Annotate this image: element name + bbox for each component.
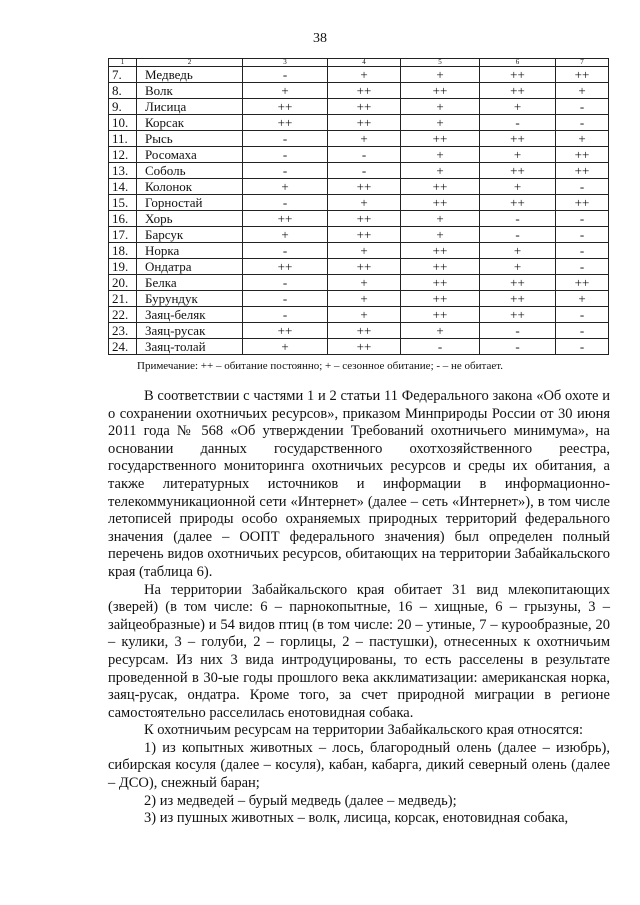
habitat-cell: ++ <box>556 195 609 211</box>
habitat-cell: + <box>401 67 480 83</box>
row-number: 20. <box>109 275 137 291</box>
habitat-cell: - <box>243 243 328 259</box>
habitat-cell: ++ <box>480 307 556 323</box>
species-name: Волк <box>137 83 243 99</box>
column-header: 1 <box>109 59 137 67</box>
habitat-cell: ++ <box>328 99 401 115</box>
paragraph: 3) из пушных животных – волк, лисица, корсак, енотовидная собака, <box>144 810 569 827</box>
habitat-cell: + <box>328 291 401 307</box>
table-row <box>109 131 609 147</box>
habitat-cell: ++ <box>480 291 556 307</box>
habitat-cell: + <box>401 163 480 179</box>
column-header: 6 <box>480 59 556 67</box>
species-name: Лисица <box>137 99 243 115</box>
habitat-cell: ++ <box>480 131 556 147</box>
habitat-cell: + <box>480 147 556 163</box>
habitat-cell: - <box>243 147 328 163</box>
table-row <box>109 115 609 131</box>
habitat-cell: ++ <box>401 275 480 291</box>
habitat-cell: - <box>556 99 609 115</box>
row-number: 22. <box>109 307 137 323</box>
habitat-cell: ++ <box>401 307 480 323</box>
species-name: Заяц-беляк <box>137 307 243 323</box>
row-number: 7. <box>109 67 137 83</box>
page-number: 38 <box>313 31 327 46</box>
habitat-cell: - <box>401 339 480 355</box>
habitat-cell: + <box>401 147 480 163</box>
table-row <box>109 147 609 163</box>
habitat-cell: - <box>480 211 556 227</box>
habitat-cell: + <box>328 131 401 147</box>
habitat-cell: ++ <box>328 83 401 99</box>
habitat-cell: - <box>556 307 609 323</box>
habitat-cell: ++ <box>480 67 556 83</box>
habitat-cell: ++ <box>328 339 401 355</box>
row-number: 10. <box>109 115 137 131</box>
paragraph: 2) из медведей – бурый медведь (далее – медведь); <box>144 792 457 809</box>
habitat-cell: ++ <box>480 275 556 291</box>
habitat-cell: ++ <box>243 115 328 131</box>
habitat-cell: + <box>401 323 480 339</box>
table-row <box>109 195 609 211</box>
table-row <box>109 99 609 115</box>
habitat-cell: - <box>243 307 328 323</box>
habitat-cell: ++ <box>401 195 480 211</box>
habitat-cell: ++ <box>243 323 328 339</box>
column-header: 4 <box>328 59 401 67</box>
table-header-row <box>109 59 609 67</box>
habitat-cell: - <box>243 67 328 83</box>
habitat-cell: + <box>480 179 556 195</box>
habitat-cell: + <box>243 83 328 99</box>
species-name: Горностай <box>137 195 243 211</box>
paragraph: К охотничьим ресурсам на территории Забайкальского края относятся: <box>144 722 584 739</box>
habitat-cell: ++ <box>328 259 401 275</box>
habitat-cell: - <box>556 259 609 275</box>
paragraph: На территории Забайкальского края обитает 31 вид млекопитающих (зверей) (в том числе: 6 – парнокопытные, 16 – хищные, 6 – грызуны, 3 – зайцеобразные) и 54 видов птиц (в том числе: 20 – утиные, 7 – курообразные, 20 – кулики, 3 – голуби, 2 – горлицы, 2 – пастушки), отнесенных к охотничьим ресурсам. Из них 3 вида интродуцированы, то есть расселены в результате проведенной в 30-ые годы прошлого века акклиматизации: американская норка, заяц-русак, ондатра. Кроме того, за счет природной миграции в регионе самостоятельно расселилась енотовидная собака. <box>108 581 610 721</box>
species-name: Бурундук <box>137 291 243 307</box>
body-text <box>108 388 610 828</box>
habitat-cell: ++ <box>243 99 328 115</box>
species-name: Колонок <box>137 179 243 195</box>
habitat-cell: - <box>328 163 401 179</box>
habitat-cell: + <box>401 211 480 227</box>
habitat-cell: - <box>328 147 401 163</box>
species-name: Заяц-русак <box>137 323 243 339</box>
habitat-cell: - <box>480 227 556 243</box>
habitat-cell: ++ <box>480 163 556 179</box>
paragraph: 1) из копытных животных – лось, благородный олень (далее – изюбрь), сибирская косуля (далее – косуля), кабан, кабарга, дикий северный олень (далее – ДСО), снежный баран; <box>108 739 610 792</box>
habitat-cell: ++ <box>556 163 609 179</box>
habitat-cell: + <box>480 259 556 275</box>
habitat-cell: - <box>480 115 556 131</box>
habitat-cell: + <box>556 131 609 147</box>
table-note: Примечание: ++ – обитание постоянно; + – сезонное обитание; - – не обитает. <box>137 360 503 372</box>
habitat-cell: - <box>556 115 609 131</box>
habitat-cell: ++ <box>556 275 609 291</box>
row-number: 9. <box>109 99 137 115</box>
habitat-cell: + <box>401 227 480 243</box>
habitat-cell: + <box>401 99 480 115</box>
habitat-cell: + <box>328 195 401 211</box>
habitat-cell: + <box>243 227 328 243</box>
species-name: Барсук <box>137 227 243 243</box>
habitat-cell: ++ <box>328 323 401 339</box>
table-row <box>109 259 609 275</box>
row-number: 18. <box>109 243 137 259</box>
species-habitat-table <box>108 58 609 355</box>
row-number: 21. <box>109 291 137 307</box>
habitat-cell: - <box>243 195 328 211</box>
habitat-cell: - <box>243 131 328 147</box>
table-header <box>109 59 609 67</box>
species-name: Соболь <box>137 163 243 179</box>
row-number: 19. <box>109 259 137 275</box>
habitat-cell: ++ <box>401 83 480 99</box>
habitat-cell: + <box>480 243 556 259</box>
habitat-cell: ++ <box>556 67 609 83</box>
table-row <box>109 211 609 227</box>
habitat-cell: ++ <box>328 115 401 131</box>
habitat-cell: ++ <box>328 211 401 227</box>
table-row <box>109 323 609 339</box>
habitat-cell: ++ <box>243 259 328 275</box>
habitat-cell: - <box>556 211 609 227</box>
species-name: Норка <box>137 243 243 259</box>
table-row <box>109 339 609 355</box>
habitat-cell: - <box>243 275 328 291</box>
row-number: 14. <box>109 179 137 195</box>
column-header: 5 <box>401 59 480 67</box>
row-number: 15. <box>109 195 137 211</box>
habitat-cell: ++ <box>401 259 480 275</box>
habitat-cell: + <box>243 179 328 195</box>
habitat-cell: ++ <box>401 243 480 259</box>
habitat-cell: ++ <box>480 195 556 211</box>
table-row <box>109 67 609 83</box>
species-name: Рысь <box>137 131 243 147</box>
habitat-cell: + <box>556 291 609 307</box>
row-number: 11. <box>109 131 137 147</box>
species-name: Белка <box>137 275 243 291</box>
row-number: 24. <box>109 339 137 355</box>
habitat-cell: + <box>328 67 401 83</box>
row-number: 12. <box>109 147 137 163</box>
row-number: 8. <box>109 83 137 99</box>
habitat-cell: ++ <box>401 179 480 195</box>
table-row <box>109 307 609 323</box>
table-row <box>109 227 609 243</box>
habitat-cell: + <box>556 83 609 99</box>
habitat-cell: ++ <box>243 211 328 227</box>
habitat-cell: + <box>243 339 328 355</box>
habitat-cell: + <box>328 275 401 291</box>
species-name: Ондатра <box>137 259 243 275</box>
habitat-cell: - <box>556 227 609 243</box>
habitat-cell: - <box>480 339 556 355</box>
habitat-cell: + <box>401 115 480 131</box>
row-number: 23. <box>109 323 137 339</box>
species-name: Росомаха <box>137 147 243 163</box>
habitat-cell: ++ <box>556 147 609 163</box>
habitat-cell: ++ <box>480 83 556 99</box>
table-row <box>109 291 609 307</box>
table-body <box>109 67 609 355</box>
column-header: 7 <box>556 59 609 67</box>
table-row <box>109 179 609 195</box>
habitat-cell: - <box>243 291 328 307</box>
table-row <box>109 275 609 291</box>
row-number: 16. <box>109 211 137 227</box>
column-header: 2 <box>137 59 243 67</box>
habitat-cell: - <box>556 323 609 339</box>
habitat-cell: ++ <box>328 227 401 243</box>
row-number: 17. <box>109 227 137 243</box>
habitat-cell: ++ <box>401 291 480 307</box>
habitat-cell: + <box>328 307 401 323</box>
habitat-cell: + <box>328 243 401 259</box>
row-number: 13. <box>109 163 137 179</box>
habitat-cell: ++ <box>328 179 401 195</box>
table-row <box>109 83 609 99</box>
species-name: Заяц-толай <box>137 339 243 355</box>
habitat-cell: - <box>556 179 609 195</box>
species-name: Корсак <box>137 115 243 131</box>
habitat-cell: - <box>243 163 328 179</box>
species-name: Хорь <box>137 211 243 227</box>
species-name: Медведь <box>137 67 243 83</box>
table-row <box>109 243 609 259</box>
paragraph: В соответствии с частями 1 и 2 статьи 11 Федерального закона «Об охоте и о сохранении охотничьих ресурсов», приказом Минприроды России от 30 июня 2011 года № 568 «Об утверждении Требований охотничьего минимума», на основании данных государственного охотхозяйственного реестра, государственного мониторинга охотничьих ресурсов и среды их обитания, а также литературных источников и информации в информационно-телекоммуникационной сети «Интернет» (далее – сеть «Интернет»), в том числе летописей природы особо охраняемых природных территорий федерального значения (далее – ООПТ федерального значения) был определен полный перечень видов охотничьих ресурсов, обитающих на территории Забайкальского края (таблица 6). <box>108 388 610 580</box>
habitat-cell: - <box>556 243 609 259</box>
column-header: 3 <box>243 59 328 67</box>
habitat-cell: + <box>480 99 556 115</box>
habitat-cell: - <box>556 339 609 355</box>
habitat-cell: ++ <box>401 131 480 147</box>
table-row <box>109 163 609 179</box>
habitat-cell: - <box>480 323 556 339</box>
